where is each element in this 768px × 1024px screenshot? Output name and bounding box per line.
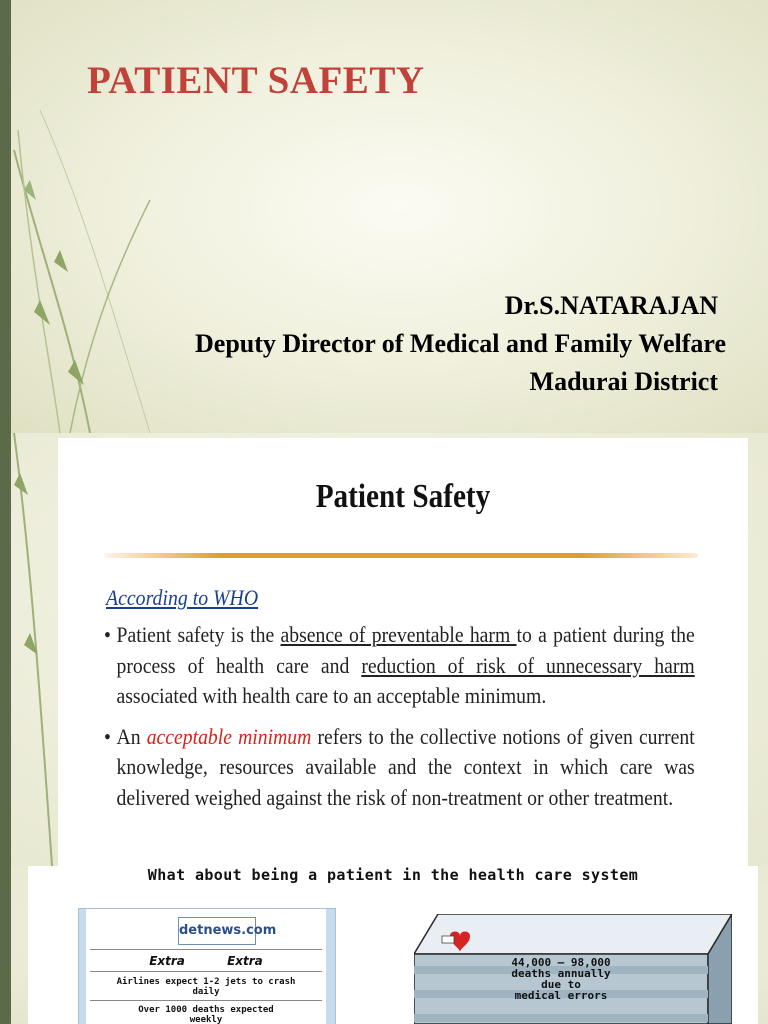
- news-line: weekly: [189, 1015, 223, 1024]
- text-run: An: [116, 723, 147, 749]
- newspaper-logo: detnews.com: [178, 917, 256, 945]
- statistics-slide: [0, 866, 768, 1024]
- text-run: associated with health care to an acceptable minimum.: [116, 683, 547, 708]
- bullet-dot: •: [104, 723, 111, 749]
- stat-line: deaths annually: [511, 967, 611, 980]
- source-heading: According to WHO: [106, 585, 259, 610]
- author-designation: Deputy Director of Medical and Family Welfare: [195, 329, 726, 358]
- stat-line: 44,000 – 98,000: [511, 956, 611, 969]
- divider: [90, 1000, 322, 1001]
- slide-image-card: [58, 438, 748, 866]
- author-block: [195, 287, 726, 401]
- definition-slide: [0, 433, 768, 866]
- text-run: refers to the collective notions of given current knowledge, resources available and the context in which care was delivered weighed against the risk of non-treatment or other treatment.: [116, 723, 695, 810]
- definition-list: [104, 620, 695, 823]
- text-run: Patient safety is the: [116, 622, 281, 647]
- headline: Extra Extra: [149, 954, 263, 968]
- stat-line: medical errors: [514, 989, 608, 1002]
- definition-bullet: [104, 722, 695, 814]
- underlined-phrase: reduction of risk of unnecessary harm: [361, 652, 695, 678]
- news-line: Airlines expect 1-2 jets to crash: [116, 977, 296, 987]
- presentation-title: PATIENT SAFETY: [87, 59, 425, 102]
- newspaper-page: [86, 909, 326, 1024]
- hospital-building-illustration: [414, 914, 732, 1024]
- author-location: Madurai District: [529, 367, 718, 396]
- definition-bullet: [104, 620, 695, 712]
- title-slide: [0, 0, 768, 433]
- news-line: daily: [192, 987, 220, 997]
- author-name: Dr.S.NATARAJAN: [504, 291, 718, 320]
- stat-line: due to: [541, 978, 581, 991]
- news-line: Over 1000 deaths expected: [138, 1005, 274, 1015]
- highlighted-phrase: acceptable minimum: [146, 723, 312, 749]
- underlined-phrase: absence of preventable harm: [280, 622, 517, 647]
- divider: [90, 949, 322, 950]
- newspaper-clipping: [78, 908, 336, 1024]
- divider: [90, 971, 322, 972]
- slide-title: Patient Safety: [315, 478, 491, 515]
- bullet-dot: •: [104, 622, 111, 647]
- slide-image-card: [28, 866, 758, 1024]
- slide-title: What about being a patient in the health care system: [147, 866, 639, 884]
- title-underline-rule: [104, 553, 698, 558]
- slide-edge-band: [0, 866, 11, 1024]
- text-run: to a patient during the process of health care and: [116, 622, 695, 678]
